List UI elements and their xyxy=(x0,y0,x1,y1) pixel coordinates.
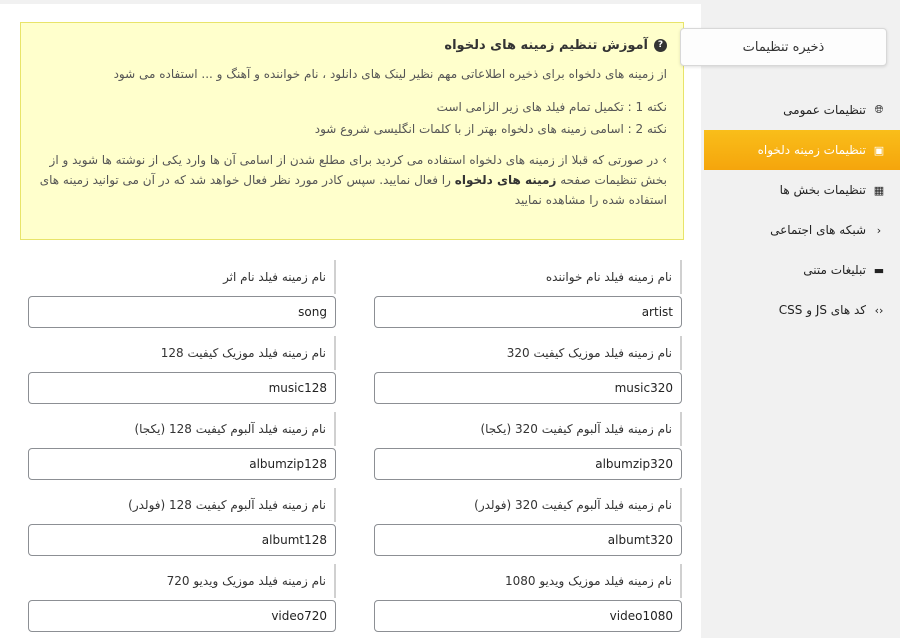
settings-main-panel xyxy=(0,4,701,638)
field-label: نام زمینه فیلد موزیک کیفیت 320 xyxy=(506,346,672,360)
field-input-albumzip128[interactable]: albumzip128 xyxy=(28,448,336,480)
field-albumt128 xyxy=(28,488,336,552)
field-song xyxy=(28,260,336,324)
field-input-music128[interactable]: music128 xyxy=(28,372,336,404)
nav-item-general[interactable]: 🌐︎ تنظیمات عمومی xyxy=(701,90,900,130)
help-paragraph: از زمینه های دلخواه برای ذخیره اطلاعاتی مهم نظیر لینک های دانلود ، نام خواننده و آهنگ و ... استفاده می شود xyxy=(113,67,667,81)
field-label: نام زمینه فیلد آلبوم کیفیت 128 (فولدر) xyxy=(128,498,326,512)
field-input-song[interactable]: song xyxy=(28,296,336,328)
field-input-albumt320[interactable]: albumt320 xyxy=(374,524,682,556)
field-music320 xyxy=(374,336,682,400)
code-icon: ‹› xyxy=(874,303,884,317)
box-icon: ▣ xyxy=(873,143,885,157)
field-label: نام زمینه فیلد نام خواننده xyxy=(545,270,672,284)
field-music128 xyxy=(28,336,336,400)
field-label: نام زمینه فیلد نام اثر xyxy=(223,270,326,284)
field-label: نام زمینه فیلد موزیک ویدیو 1080 xyxy=(504,574,672,588)
field-label: نام زمینه فیلد آلبوم کیفیت 320 (فولدر) xyxy=(474,498,672,512)
nav-item-sections[interactable]: ▦ تنظیمات بخش ها xyxy=(779,183,885,197)
help-bold-text: زمینه های دلخواه xyxy=(454,173,557,187)
field-label: نام زمینه فیلد موزیک ویدیو 720 xyxy=(166,574,326,588)
field-albumzip128 xyxy=(28,412,336,476)
nav-item-custom-fields[interactable]: ▣ تنظیمات زمینه دلخواه xyxy=(704,130,900,170)
grid-icon: ▦ xyxy=(873,183,885,197)
field-label: نام زمینه فیلد آلبوم کیفیت 320 (یکجا) xyxy=(480,422,672,436)
field-input-music320[interactable]: music320 xyxy=(374,372,682,404)
field-albumt320 xyxy=(374,488,682,552)
field-label: نام زمینه فیلد آلبوم کیفیت 128 (یکجا) xyxy=(134,422,326,436)
minus-icon: ▬ xyxy=(873,263,885,277)
field-artist xyxy=(374,260,682,324)
field-input-video1080[interactable]: video1080 xyxy=(374,600,682,632)
help-title-text: آموزش تنظیم زمینه های دلخواه xyxy=(444,37,648,53)
help-title xyxy=(37,37,667,53)
field-video1080 xyxy=(374,564,682,628)
field-albumzip320 xyxy=(374,412,682,476)
nav-item-social[interactable]: ‹ شبکه های اجتماعی xyxy=(701,210,900,250)
save-settings-button[interactable]: ذخیره تنظیمات xyxy=(680,28,887,66)
help-paragraph-custom-fields: › در صورتی که قبلا از زمینه های دلخواه استفاده می کردید برای مطلع شدن از اسامی آن ها وارد یکی از نوشته ها شوید و از بخش تنظیمات صفحه زمینه های دلخواه را فعال نمایید. سپس کادر مورد نظر فعال خواهد شد که در آن می توانید زمینه های استفاده شده را مشاهده نمایید xyxy=(39,153,667,207)
settings-nav xyxy=(701,90,900,330)
chevron-left-icon: › xyxy=(662,153,667,167)
field-input-video720[interactable]: video720 xyxy=(28,600,336,632)
settings-sidebar xyxy=(701,0,900,638)
field-input-albumt128[interactable]: albumt128 xyxy=(28,524,336,556)
help-note-1: نکته 1 : تکمیل تمام فیلد های زیر الزامی است xyxy=(436,100,667,114)
globe-icon: 🌐︎ xyxy=(874,103,884,116)
question-icon: ? xyxy=(654,39,667,52)
nav-item-code[interactable]: ‹› کد های JS و CSS xyxy=(701,290,900,330)
help-notice-box xyxy=(20,22,684,240)
field-input-albumzip320[interactable]: albumzip320 xyxy=(374,448,682,480)
nav-item-text-ads[interactable]: ▬ تبلیغات متنی xyxy=(803,263,885,277)
share-icon: ‹ xyxy=(876,223,882,237)
field-video720 xyxy=(28,564,336,628)
field-label: نام زمینه فیلد موزیک کیفیت 128 xyxy=(160,346,326,360)
help-note-2: نکته 2 : اسامی زمینه های دلخواه بهتر از با کلمات انگلیسی شروع شود xyxy=(314,122,667,136)
field-input-artist[interactable]: artist xyxy=(374,296,682,328)
